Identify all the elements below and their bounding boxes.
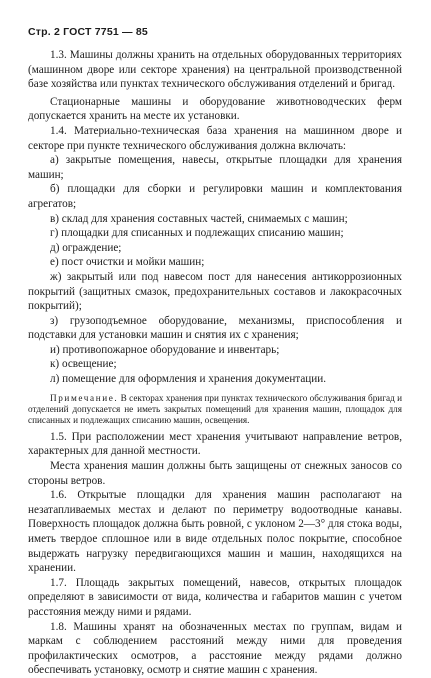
page-header: Стр. 2 ГОСТ 7751 — 85 (28, 26, 148, 38)
note (28, 393, 402, 427)
paragraph-1-8: 1.8. Машины хранят на обозначенных местах по группам, видам и маркам с соблюдением расстояний между ними для проведения профилактических осмотров, а расстояние между рядами должно обеспечивать установку, осмотр и снятие машин с хранения. (28, 620, 402, 677)
document-body (28, 48, 402, 678)
note-label: Примечание. (50, 392, 119, 403)
list-item-zh: ж) закрытый или под навесом пост для нанесения антикоррозионных покрытий (защитных смазок, предохранительных составов и лакокрасочных покрытий); (28, 270, 402, 313)
paragraph-1-4: 1.4. Материально-техническая база хранения на машинном дворе и секторе при пункте технического обслуживания должна включать: (28, 124, 402, 152)
list-item-v: в) склад для хранения составных частей, снимаемых с машин; (50, 212, 348, 225)
paragraph-1-5: 1.5. При расположении мест хранения учитывают направление ветров, характерных для данной местности. (28, 430, 402, 458)
list-item-g: г) площадки для списанных и подлежащих списанию машин; (50, 227, 344, 240)
list-item-d: д) ограждение; (50, 241, 122, 254)
list-item-k: к) освещение; (50, 358, 117, 371)
paragraph-stationary: Стационарные машины и оборудование животноводческих ферм допускается хранить на месте их установки. (28, 95, 402, 123)
note-text: В секторах хранения при пунктах технического обслуживания бригад и отделений допускается не иметь закрытых помещений для хранения машин, площадок для списанных и подлежащих списанию машин, освещения. (28, 392, 402, 426)
list-item-z: з) грузоподъемное оборудование, механизмы, приспособления и подставки для установки машин и снятия их с хранения; (28, 314, 402, 342)
list-item-b: б) площадки для сборки и регулировки машин и комплектования агрегатов; (28, 183, 402, 210)
list-item-e: е) пост очистки и мойки машин; (50, 256, 205, 269)
list-item-i: и) противопожарное оборудование и инвентарь; (50, 343, 280, 356)
list-item-l: л) помещение для оформления и хранения документации. (50, 373, 327, 386)
list-item-a: а) закрытые помещения, навесы, открытые площадки для хранения машин; (28, 154, 402, 181)
paragraph-1-7: 1.7. Площадь закрытых помещений, навесов, открытых площадок определяют в зависимости от вида, количества и габаритов машин с учетом расстояния между ними и рядами. (28, 576, 402, 618)
paragraph-snow: Места хранения машин должны быть защищены от снежных заносов со стороны ветров. (28, 460, 402, 487)
paragraph-1-6: 1.6. Открытые площадки для хранения машин располагают на незатапливаемых местах и делают по периметру водоотводные канавы. Поверхность площадок должна быть ровной, с уклоном 2—3° для стока воды, иметь твердое сплошное или в виде отдельных полос покрытие, способное выдержать нагрузку передвигающихся машин и машин, находящихся на хранении. (28, 489, 402, 575)
paragraph-1-3: 1.3. Машины должны хранить на отдельных оборудованных территориях (машинном дворе или секторе хранения) на центральной производственной базе хозяйства или пунктах технического обслуживания отделений и бригад. (28, 49, 402, 91)
